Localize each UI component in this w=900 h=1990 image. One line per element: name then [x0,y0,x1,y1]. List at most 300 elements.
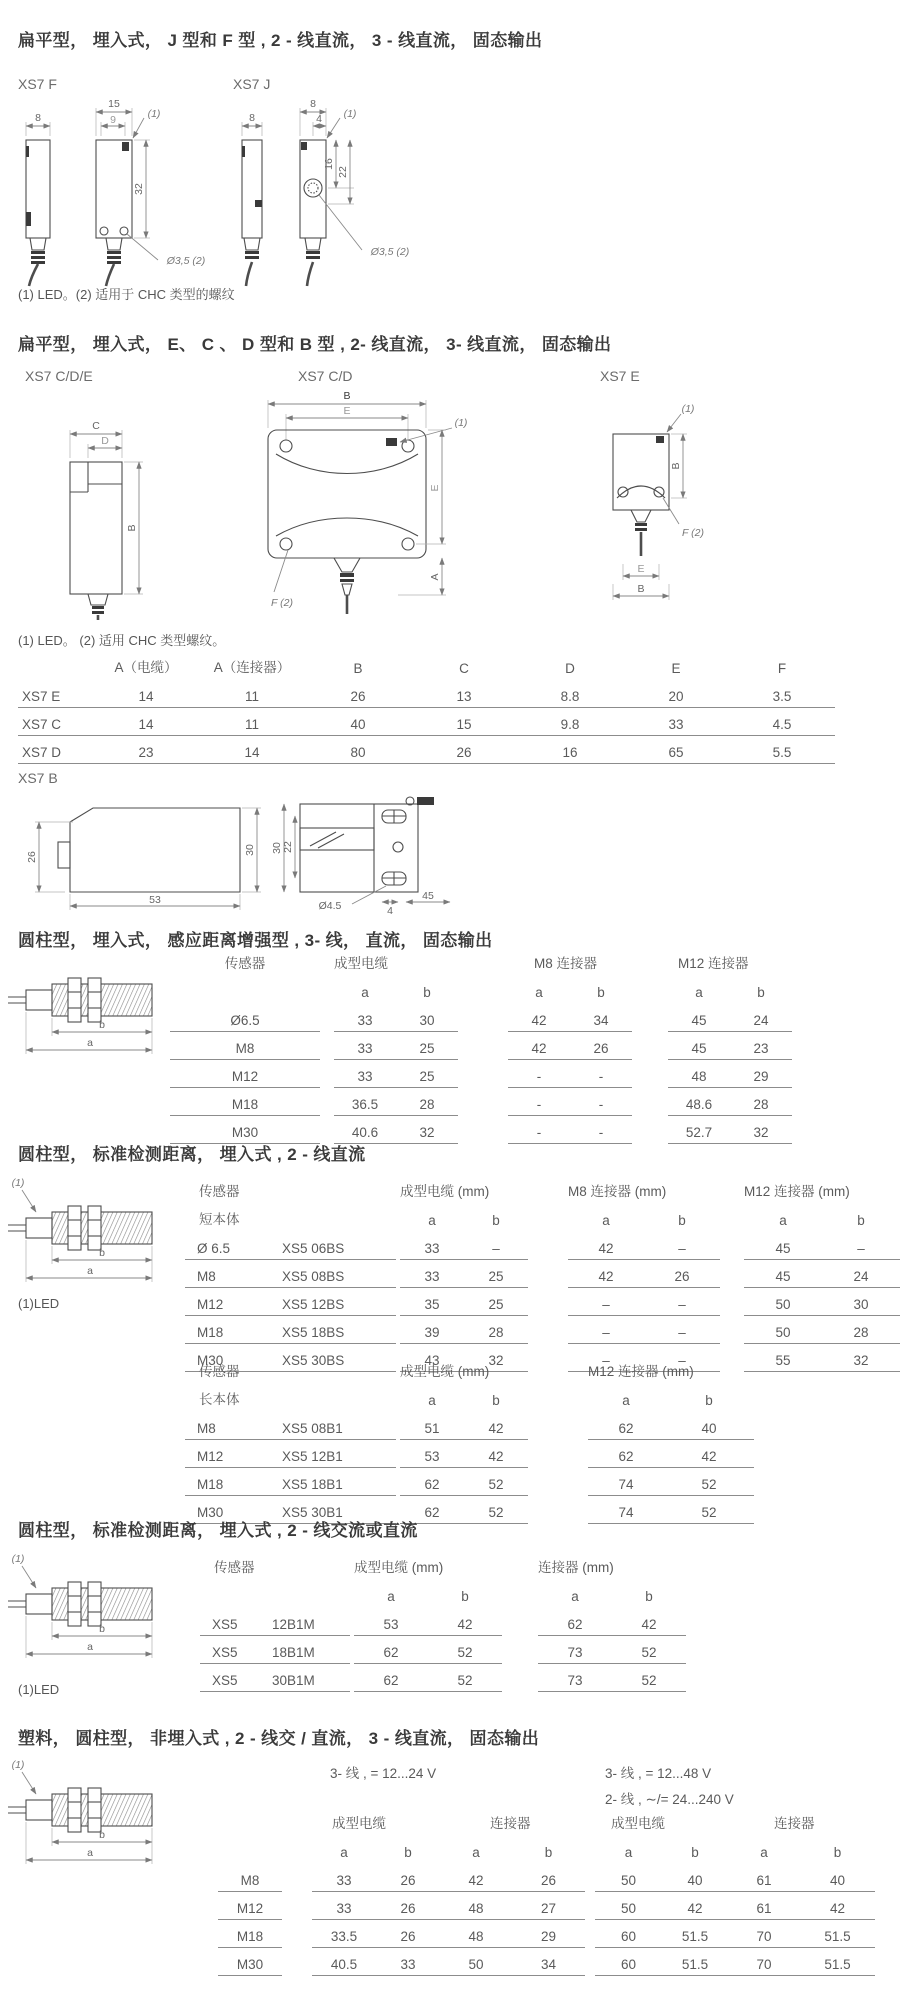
spacer-cell [585,1920,595,1948]
spacer-cell [528,1412,588,1440]
table-cell: XS7 E [18,680,93,708]
table-cell: 42 [612,1608,686,1636]
table-cell: – [568,1288,644,1316]
table-cell: 45 [744,1232,822,1260]
column-header: A（连接器） [213,660,291,675]
table-cell: 42 [428,1608,502,1636]
table-cell: 45 [744,1260,822,1288]
dim-label: E [429,484,441,492]
table-row [18,736,835,764]
table-cell: XS7 C [18,708,93,736]
mounting-hole [654,487,664,497]
hole-callout: Ø3,5 (2) [166,255,206,267]
led-ref-label: (1) [11,1177,25,1189]
spacer-cell [502,1636,538,1664]
mounting-hole [100,227,108,235]
sensor-body-outline [300,804,418,892]
model-label-xs7f: XS7 F [18,76,57,92]
table-cell: – [644,1344,720,1372]
spacer-cell [585,1892,595,1920]
table-cell: 50 [595,1892,662,1920]
table-cell: 62 [400,1468,464,1496]
column-header: b [833,1845,842,1860]
table-cell: 52 [664,1468,754,1496]
footnote-led: (1)LED [18,1682,60,1697]
table-cell: 28 [822,1316,900,1344]
spacer-cell [528,1496,588,1524]
table-cell: 74 [588,1496,664,1524]
column-group-header: 连接器 [774,1816,815,1831]
column-header: a [779,1213,787,1228]
table-cell: 11 [199,708,305,736]
table-cell: 42 [508,1004,570,1032]
column-header: C [459,661,469,676]
cylindrical-sensor-drawing [6,1176,171,1290]
spacer-cell [502,1664,538,1692]
table-cell: 20 [623,680,729,708]
table-cell: 32 [464,1344,528,1372]
table-cell: 42 [508,1032,570,1060]
table-cell: 26 [512,1864,585,1892]
mounting-hole [402,538,414,550]
spacer-cell [458,1004,508,1032]
table-row [170,1088,792,1116]
table-cell: XS5 12B1 [270,1440,396,1468]
voltage-label-3: 2- 线 , ∼/= 24...240 V [605,1792,734,1807]
table-cell: - [570,1116,632,1144]
column-group-header: 成型电缆 [332,1816,386,1831]
table-cell: – [464,1232,528,1260]
column-header: b [857,1213,865,1228]
table-cell: 13 [411,680,517,708]
table-cell: 39 [400,1316,464,1344]
dim-label: 26 [26,851,38,863]
plastic-dimensions-table [218,1808,875,1976]
table-cell: 36.5 [334,1088,396,1116]
column-group-header: 传感器 [214,1560,255,1575]
table-cell: 33 [312,1864,376,1892]
table-cell: - [508,1060,570,1088]
dim-label: b [99,1829,105,1841]
table-cell: 40 [664,1412,754,1440]
column-group-header: 成型电缆 (mm) [354,1560,444,1575]
dim-label: B [126,524,138,532]
table-cell: 51.5 [662,1920,728,1948]
table-row [185,1260,900,1288]
column-header: b [705,1393,713,1408]
dim-label: 8 [249,112,255,124]
section-heading-cyl-std-dc: 圆柱型， 标准检测距离， 埋入式 , 2 - 线直流 [18,1145,366,1164]
table-cell: 70 [728,1948,800,1976]
table-cell: 42 [464,1412,528,1440]
table-cell: 33 [334,1004,396,1032]
spacer-cell [528,1468,588,1496]
table-cell: 30 [396,1004,458,1032]
column-group-header: 连接器 (mm) [538,1560,614,1575]
column-header: b [423,985,431,1000]
dim-label: A [429,573,441,581]
led-indicator [656,436,664,443]
column-group-header: M12 连接器 (mm) [744,1184,850,1199]
table-cell: 55 [744,1344,822,1372]
table-cell: 52 [428,1664,502,1692]
column-header: b [757,985,765,1000]
dim-label: 8 [310,98,316,110]
table-cell: 42 [464,1440,528,1468]
table-cell: 51.5 [800,1948,875,1976]
table-cell: 24 [730,1004,792,1032]
led-indicator [393,842,403,852]
table-cell: 29 [730,1060,792,1088]
table-cell: M30 [185,1344,270,1372]
spacer-cell [458,1060,508,1088]
voltage-label-1: 3- 线 , = 12...24 V [330,1766,437,1781]
column-header: b [597,985,605,1000]
table-cell: 12B1M [260,1608,350,1636]
table-cell: 45 [668,1004,730,1032]
column-group-header: 成型电缆 (mm) [400,1184,490,1199]
table-cell: 28 [396,1088,458,1116]
spacer-cell [458,1116,508,1144]
table-cell: M8 [218,1864,282,1892]
table-row [18,708,835,736]
table-cell: 73 [538,1664,612,1692]
table-row [218,1892,875,1920]
table-cell: 26 [570,1032,632,1060]
table-cell: XS5 18BS [270,1316,396,1344]
column-header: a [695,985,703,1000]
sensor-body-outline [70,462,122,594]
table-cell: - [508,1116,570,1144]
section-heading-cyl-std-acdc: 圆柱型， 标准检测距离， 埋入式 , 2 - 线交流或直流 [18,1521,418,1540]
spacer-cell [528,1232,568,1260]
column-header: a [602,1213,610,1228]
table-header-row [170,976,792,1004]
dim-label: 32 [133,183,145,195]
column-header: a [760,1845,768,1860]
table-row [185,1412,754,1440]
table-cell: 25 [396,1032,458,1060]
spacer-cell [502,1608,538,1636]
table-header-row [218,1808,875,1836]
table-cell: M18 [185,1468,270,1496]
table-cell: 52 [612,1636,686,1664]
spacer-cell [585,1864,595,1892]
table-header-row [170,948,792,976]
dim-label: b [99,1019,105,1031]
table-cell: 50 [744,1288,822,1316]
table-cell: – [644,1232,720,1260]
footnote-2: (1) LED。 (2) 适用 CHC 类型螺纹。 [18,633,226,648]
dim-label: 15 [108,98,120,110]
dim-label: 4 [316,113,322,125]
table-row [185,1440,754,1468]
table-cell: 42 [440,1864,512,1892]
column-group-header: M8 连接器 (mm) [568,1184,667,1199]
table-cell: 40.5 [312,1948,376,1976]
dim-label: B [670,462,682,470]
dim-label: E [343,405,351,417]
dim-label: 45 [422,890,434,902]
threaded-barrel [52,1794,152,1826]
table-header-row [185,1176,900,1204]
table-header-row [185,1204,900,1232]
table-cell: 62 [400,1496,464,1524]
table-cell: 52 [428,1636,502,1664]
table-header-row [200,1552,686,1580]
column-header: a [428,1393,436,1408]
table-row [170,1004,792,1032]
hex-nut [68,978,81,1022]
table-cell: 42 [800,1892,875,1920]
table-cell: XS5 [200,1636,260,1664]
spacer-cell [320,1088,334,1116]
table-cell: 40.6 [334,1116,396,1144]
table-cell: M18 [185,1316,270,1344]
spacer-cell [720,1316,744,1344]
sensor-body-outline [613,434,669,510]
column-header: a [624,1845,633,1860]
dim-label: 16 [323,158,335,170]
table-cell: 52 [464,1468,528,1496]
table-cell: 29 [512,1920,585,1948]
dim-label: 9 [110,114,116,126]
hex-nut [88,978,101,1022]
cylindrical-sensor-drawing [6,950,171,1062]
table-cell: 40 [662,1864,728,1892]
table-cell: 25 [396,1060,458,1088]
table-header-row [218,1836,875,1864]
table-cell: Ø 6.5 [185,1232,270,1260]
hole-callout: Ø4.5 [318,900,342,912]
led-indicator [301,142,307,150]
dim-label: B [637,583,645,595]
dim-label: a [87,1265,93,1277]
threaded-barrel [52,1588,152,1620]
table-cell: 33 [376,1948,440,1976]
table-cell: 52 [464,1496,528,1524]
table-cell: 8.8 [517,680,623,708]
table-cell: 26 [376,1892,440,1920]
table-cell: 53 [400,1440,464,1468]
table-cell: XS5 30BS [270,1344,396,1372]
led-indicator [122,142,129,151]
table-cell: 60 [595,1920,662,1948]
hole-callout: Ø3,5 (2) [370,246,410,258]
table-cell: 33 [334,1032,396,1060]
table-cell: 26 [305,680,411,708]
table-cell: M30 [218,1948,282,1976]
spacer-cell [528,1316,568,1344]
model-label-xs7b: XS7 B [18,770,58,786]
mounting-hole [402,440,414,452]
table-cell: 48 [440,1892,512,1920]
column-header: b [544,1845,553,1860]
mounting-hole [120,227,128,235]
hex-nut [68,1206,81,1250]
table-header-row [185,1356,754,1384]
column-header: 传感器 [224,956,266,971]
cylindrical-sensor-drawing [6,1552,171,1666]
table-cell: XS5 [200,1664,260,1692]
connector-face [304,179,322,197]
hole-callout: F (2) [682,527,704,539]
table-cell: XS5 18B1 [270,1468,396,1496]
spacer-cell [720,1232,744,1260]
table-cell: 61 [728,1892,800,1920]
section-heading-flat-ecdb: 扁平型， 埋入式， E、 C 、 D 型和 B 型 , 2- 线直流， 3- 线直流， 固态输出 [18,335,612,354]
table-row [200,1608,686,1636]
spacer-cell [632,1060,668,1088]
cyl-short-body-table [185,1176,900,1372]
column-header: B [353,661,363,676]
xs7j-dimension-drawing [222,92,437,290]
dim-label: b [99,1247,105,1259]
column-header: F [777,661,787,676]
table-cell: 25 [464,1288,528,1316]
section-heading-cyl-enhanced: 圆柱型， 埋入式， 感应距离增强型 , 3- 线， 直流， 固态输出 [18,931,493,950]
spacer-cell [282,1892,312,1920]
section-heading-plastic: 塑料， 圆柱型， 非埋入式 , 2 - 线交 / 直流， 3 - 线直流， 固态输出 [18,1729,540,1748]
column-group-header: M8 连接器 [534,956,598,971]
table-cell: M30 [170,1116,320,1144]
column-group-header: 传感器 [199,1364,240,1379]
hex-nut [68,1582,81,1626]
column-header: a [428,1213,436,1228]
table-cell: 14 [93,708,199,736]
table-cell: 40 [305,708,411,736]
table-cell: 23 [93,736,199,764]
spacer-cell [632,1032,668,1060]
table-cell: 42 [664,1440,754,1468]
table-cell: M12 [218,1892,282,1920]
table-cell: 30 [822,1288,900,1316]
table-cell: 65 [623,736,729,764]
table-cell: – [822,1232,900,1260]
threaded-barrel [52,984,152,1016]
column-group-header: 成型电缆 [334,956,388,971]
table-cell: 18B1M [260,1636,350,1664]
hex-nut [88,1788,101,1832]
table-cell: – [568,1344,644,1372]
table-cell: M18 [218,1920,282,1948]
table-cell: 60 [595,1948,662,1976]
table-header-row [18,652,835,680]
table-cell: - [570,1088,632,1116]
table-cell: 62 [354,1664,428,1692]
flat-dimensions-table [18,652,835,764]
hole-callout: F (2) [271,597,293,609]
table-cell: 42 [568,1232,644,1260]
table-cell: 4.5 [729,708,835,736]
dim-label: E [637,563,645,575]
table-cell: M12 [185,1440,270,1468]
column-group-header: 连接器 [490,1816,531,1831]
threaded-barrel [52,1212,152,1244]
xs7b-side-drawing [25,790,270,918]
led-ref-label: (1) [343,108,357,120]
table-cell: 45 [668,1032,730,1060]
table-row [185,1232,900,1260]
spacer-cell [458,1088,508,1116]
column-group-header: 传感器 [199,1184,240,1199]
table-cell: - [570,1060,632,1088]
table-cell: 43 [400,1344,464,1372]
spacer-cell [528,1440,588,1468]
spacer-cell [320,1060,334,1088]
xs7cd-dimension-drawing [248,388,483,620]
table-row [200,1664,686,1692]
table-cell: XS5 06BS [270,1232,396,1260]
dim-label: D [101,435,109,447]
table-cell: 62 [588,1440,664,1468]
spacer-cell [282,1864,312,1892]
table-cell: 11 [199,680,305,708]
table-cell: 9.8 [517,708,623,736]
table-cell: XS5 12BS [270,1288,396,1316]
xs7e-dimension-drawing [585,388,735,628]
table-cell: 23 [730,1032,792,1060]
table-cell: – [568,1316,644,1344]
table-cell: 61 [728,1864,800,1892]
table-header-row [200,1580,686,1608]
led-indicator [386,438,397,446]
column-header: a [571,1589,579,1604]
cyl-enhanced-table [170,948,792,1144]
footnote-led: (1)LED [18,1296,60,1311]
table-cell: 80 [305,736,411,764]
hex-nut [88,1582,101,1626]
table-cell: 40 [800,1864,875,1892]
hex-nut [88,1206,101,1250]
sensor-body-outline [70,808,240,892]
column-header: b [492,1213,500,1228]
led-ref-label: (1) [454,417,468,429]
column-header: D [565,661,575,676]
column-group-header: M12 连接器 [678,956,749,971]
table-cell: XS5 08BS [270,1260,396,1288]
table-cell: 35 [400,1288,464,1316]
hex-nut [68,1788,81,1832]
sensor-body-outline [96,140,132,238]
dim-label: C [92,420,100,432]
dim-label: B [343,390,351,402]
dim-label: 8 [35,112,41,124]
table-row [218,1948,875,1976]
column-header: A（电缆） [114,660,178,675]
table-cell: 50 [595,1864,662,1892]
table-cell: 24 [822,1260,900,1288]
table-cell: 28 [730,1088,792,1116]
table-cell: 51.5 [800,1920,875,1948]
table-row [218,1920,875,1948]
table-cell: 33 [623,708,729,736]
table-cell: 53 [354,1608,428,1636]
cylindrical-sensor-drawing [6,1758,171,1872]
column-header: b [461,1589,469,1604]
table-row [18,680,835,708]
led-ref-label: (1) [11,1759,25,1771]
sensor-head [26,1594,52,1614]
dim-label: a [87,1037,93,1049]
table-cell: 26 [644,1260,720,1288]
column-header: b [404,1845,412,1860]
table-row [170,1032,792,1060]
table-cell: 30B1M [260,1664,350,1692]
table-cell: 34 [570,1004,632,1032]
table-cell: 34 [512,1948,585,1976]
column-header: b [678,1213,686,1228]
